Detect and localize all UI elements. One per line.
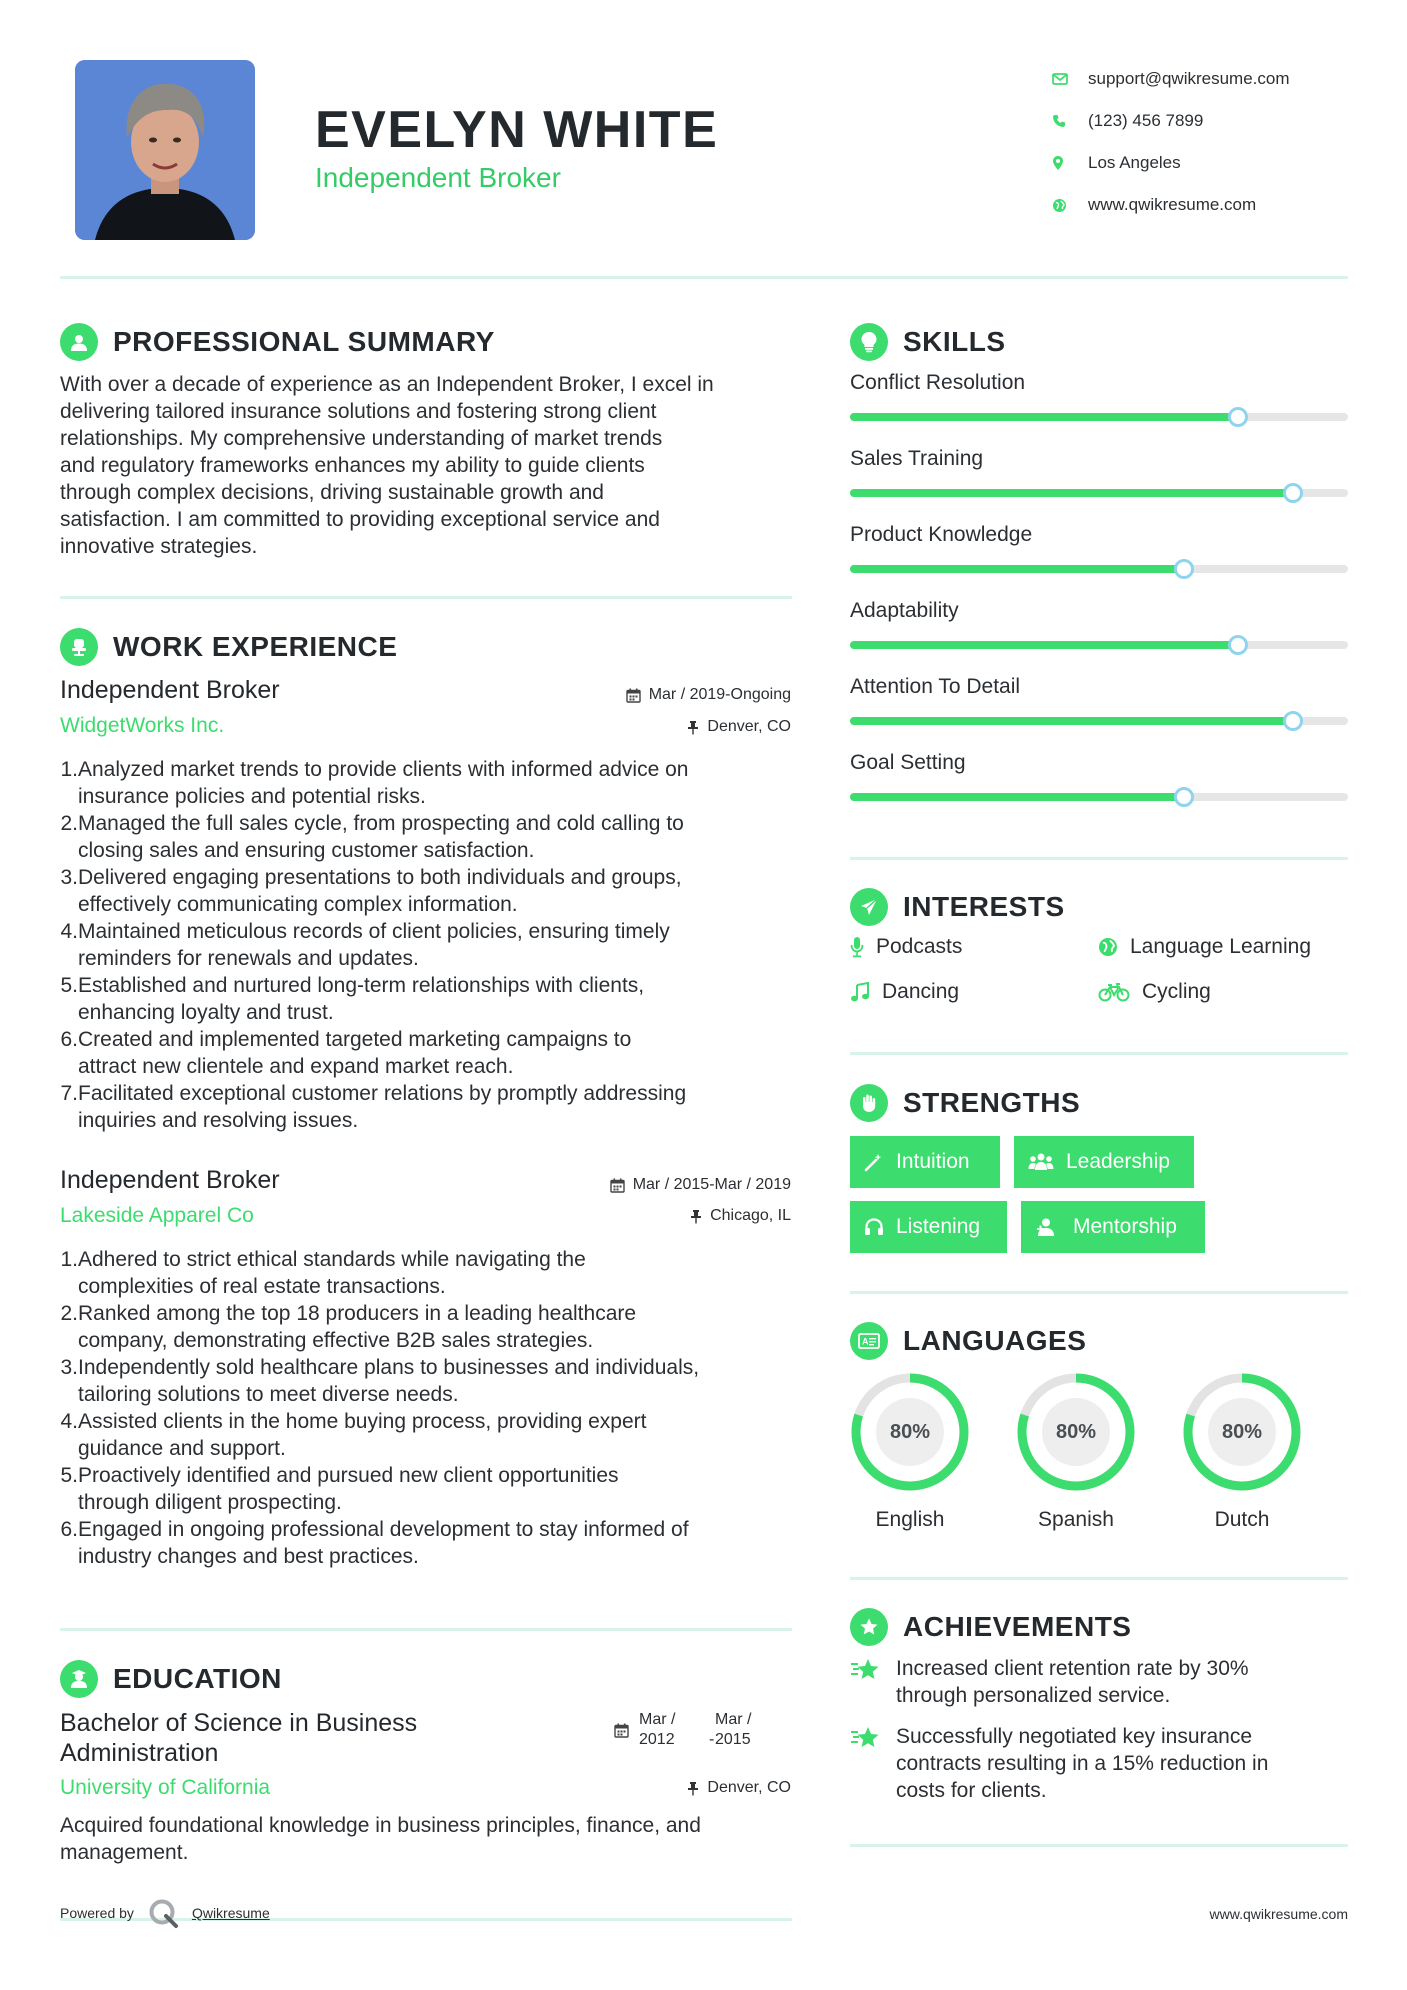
candidate-title: Independent Broker [315, 162, 561, 193]
list-item [60, 972, 798, 1026]
achievement-item [850, 1655, 1340, 1709]
user-icon [60, 323, 98, 361]
job-dates-text: Mar / 2019-Ongoing [648, 686, 791, 703]
job-location-text: Chicago, IL [710, 1207, 791, 1224]
contact-website[interactable] [1050, 184, 1390, 226]
skill-bar-fill [850, 413, 1238, 421]
language-percent: 80% [1055, 1420, 1097, 1443]
strength-tag [1021, 1201, 1205, 1253]
skill-bar-fill [850, 793, 1184, 801]
paper-plane-icon [850, 888, 888, 926]
list-number: 6. [60, 1028, 78, 1051]
education-description [60, 1812, 800, 1866]
svg-text:A: A [862, 1336, 869, 1347]
interest-item [1098, 935, 1311, 959]
education-dates [614, 1710, 751, 1750]
strength-tag [850, 1201, 1007, 1253]
language-name: Dutch [1214, 1508, 1270, 1531]
envelope-icon [1050, 73, 1088, 85]
profile-photo [75, 60, 255, 240]
interest-label: Cycling [1142, 980, 1211, 1003]
edu-end-month: Mar / [715, 1711, 752, 1728]
summary-line: relationships. My comprehensive understanding of market trends [60, 427, 663, 450]
footer-website[interactable]: www.qwikresume.com [1209, 1906, 1348, 1922]
strength-label: Intuition [896, 1150, 970, 1173]
email-text: support@qwikresume.com [1088, 69, 1290, 88]
star-badge-icon [850, 1608, 888, 1646]
achievement-line: Increased client retention rate by 30% [896, 1657, 1249, 1680]
list-text: Established and nurtured long-term relationships with clients, [78, 974, 645, 997]
bicycle-icon [1098, 982, 1130, 1002]
job-title: Independent Broker [60, 676, 280, 704]
list-item [60, 1246, 798, 1300]
microphone-icon [850, 936, 864, 958]
skill-bar-knob [1228, 407, 1248, 427]
summary-text [60, 371, 800, 560]
interests-heading [850, 888, 1065, 926]
list-text: Engaged in ongoing professional development to stay informed of [78, 1518, 689, 1541]
list-text: Managed the full sales cycle, from prospecting and cold calling to [78, 812, 684, 835]
list-number: 6. [60, 1518, 78, 1541]
website-text: www.qwikresume.com [1088, 195, 1257, 214]
list-text: Maintained meticulous records of client policies, ensuring timely [78, 920, 670, 943]
list-text: industry changes and best practices. [78, 1545, 419, 1568]
list-text: Delivered engaging presentations to both individuals and groups, [78, 866, 682, 889]
list-text: closing sales and ensuring customer satisfaction. [78, 839, 535, 862]
skill-label: Product Knowledge [850, 523, 1033, 546]
list-number: 5. [60, 1464, 78, 1487]
education-line: management. [60, 1841, 189, 1864]
contact-block [1050, 58, 1390, 226]
chair-icon [60, 628, 98, 666]
list-number: 3. [60, 1356, 78, 1379]
location-text: Los Angeles [1088, 153, 1181, 172]
language-item [848, 1370, 972, 1532]
languages-title: LANGUAGES [903, 1325, 1087, 1356]
list-text: complexities of real estate transactions. [78, 1275, 446, 1298]
strength-tag [850, 1136, 1000, 1188]
education-location-text: Denver, CO [707, 1779, 791, 1796]
header-divider [60, 276, 1348, 279]
job-dates [610, 1176, 791, 1194]
music-note-icon [850, 982, 870, 1002]
skill-bar-knob [1283, 483, 1303, 503]
list-text: through diligent prospecting. [78, 1491, 342, 1514]
calendar-icon [614, 1723, 629, 1738]
star-icon [850, 1723, 896, 1804]
list-item [60, 1354, 798, 1408]
powered-by-text: Powered by [60, 1905, 134, 1921]
language-name: English [875, 1508, 945, 1531]
footer-powered-by [60, 1898, 270, 1928]
list-text: tailoring solutions to meet diverse needs. [78, 1383, 459, 1406]
interest-item [1098, 980, 1211, 1004]
interest-item [850, 980, 959, 1004]
list-number: 4. [60, 1410, 78, 1433]
interest-label: Language Learning [1130, 935, 1312, 958]
skill-label: Conflict Resolution [850, 371, 1026, 394]
job-dates-text: Mar / 2015-Mar / 2019 [632, 1176, 791, 1193]
list-number: 1. [60, 758, 78, 781]
summary-line: delivering tailored insurance solutions and fostering strong client [60, 400, 657, 423]
language-name: Spanish [1038, 1508, 1114, 1531]
education-location [687, 1779, 791, 1797]
map-pin-icon [1050, 155, 1088, 171]
globe-icon [1098, 937, 1118, 957]
skill-bar-fill [850, 565, 1184, 573]
achievement-line: through personalized service. [896, 1684, 1171, 1707]
achievements-heading [850, 1608, 1131, 1646]
list-number: 5. [60, 974, 78, 997]
skill-bar-fill [850, 641, 1238, 649]
skill-bar-knob [1283, 711, 1303, 731]
list-number: 7. [60, 1082, 78, 1105]
contact-phone[interactable] [1050, 100, 1390, 142]
list-text: Independently sold healthcare plans to businesses and individuals, [78, 1356, 700, 1379]
school-name: University of California [60, 1776, 271, 1799]
skill-label: Goal Setting [850, 751, 966, 774]
achievements-title: ACHIEVEMENTS [903, 1611, 1132, 1642]
skill-bar-track [850, 565, 1348, 573]
strengths-title: STRENGTHS [903, 1087, 1081, 1118]
contact-email[interactable] [1050, 58, 1390, 100]
list-text: Created and implemented targeted marketing campaigns to [78, 1028, 632, 1051]
list-text: reminders for renewals and updates. [78, 947, 419, 970]
strength-label: Mentorship [1073, 1215, 1177, 1238]
job-dates [626, 686, 791, 704]
strength-label: Listening [896, 1215, 981, 1238]
language-item [1014, 1370, 1138, 1532]
education-title: EDUCATION [113, 1663, 282, 1694]
list-text: insurance policies and potential risks. [78, 785, 426, 808]
language-icon [850, 1322, 888, 1360]
list-text: Proactively identified and pursued new client opportunities [78, 1464, 619, 1487]
lightbulb-icon [850, 323, 888, 361]
achievement-line: contracts resulting in a 15% reduction in [896, 1752, 1269, 1775]
strength-label: Leadership [1066, 1150, 1170, 1173]
list-text: inquiries and resolving issues. [78, 1109, 359, 1132]
edu-start-year: 2012 [639, 1731, 675, 1748]
summary-line: satisfaction. I am committed to providing exceptional service and [60, 508, 660, 531]
skill-bar-track [850, 793, 1348, 801]
strength-tag [1014, 1136, 1194, 1188]
section-divider [850, 1577, 1348, 1580]
job-duties-list [60, 756, 798, 1134]
job-location [687, 718, 791, 736]
list-item [60, 1026, 798, 1080]
list-text: Adhered to strict ethical standards while navigating the [78, 1248, 586, 1271]
skills-title: SKILLS [903, 326, 1006, 357]
skill-bar-track [850, 641, 1348, 649]
skill-bar-knob [1174, 559, 1194, 579]
skill-bar-track [850, 413, 1348, 421]
list-item [60, 864, 798, 918]
list-text: effectively communicating complex information. [78, 893, 518, 916]
experience-heading [60, 628, 397, 666]
contact-location [1050, 142, 1390, 184]
list-text: guidance and support. [78, 1437, 286, 1460]
achievement-line: costs for clients. [896, 1779, 1047, 1802]
list-item [60, 756, 798, 810]
list-text: enhancing loyalty and trust. [78, 1001, 334, 1024]
skills-heading [850, 323, 1006, 361]
summary-line: With over a decade of experience as an Independent Broker, I excel in [60, 373, 714, 396]
skill-bar-fill [850, 489, 1293, 497]
job-title: Independent Broker [60, 1166, 280, 1194]
achievement-line: Successfully negotiated key insurance [896, 1725, 1253, 1748]
list-number: 1. [60, 1248, 78, 1271]
globe-icon [1050, 198, 1088, 213]
achievement-item [850, 1723, 1340, 1804]
magic-wand-icon [864, 1152, 884, 1172]
strengths-heading [850, 1084, 1080, 1122]
skill-bar-knob [1174, 787, 1194, 807]
summary-line: innovative strategies. [60, 535, 258, 558]
interest-label: Podcasts [876, 935, 963, 958]
summary-heading [60, 323, 495, 361]
language-item [1180, 1370, 1304, 1532]
education-heading [60, 1660, 282, 1698]
edu-end-year: 2015 [715, 1731, 751, 1748]
job-location-text: Denver, CO [707, 718, 791, 735]
summary-line: through complex decisions, driving sustainable growth and [60, 481, 604, 504]
star-icon [850, 1655, 896, 1709]
interest-item [850, 935, 962, 959]
edu-date-dash: - [709, 1731, 715, 1748]
section-divider [850, 1052, 1348, 1055]
list-text: Ranked among the top 18 producers in a leading healthcare [78, 1302, 637, 1325]
list-text: Analyzed market trends to provide clients with informed advice on [78, 758, 689, 781]
skill-bar-track [850, 717, 1348, 725]
edu-start-month: Mar / [639, 1711, 676, 1728]
job-duties-list [60, 1246, 798, 1570]
graduation-icon [60, 1660, 98, 1698]
hand-icon [850, 1084, 888, 1122]
list-number: 2. [60, 1302, 78, 1325]
list-number: 2. [60, 812, 78, 835]
list-text: attract new clientele and expand market reach. [78, 1055, 514, 1078]
list-number: 3. [60, 866, 78, 889]
skill-bar-fill [850, 717, 1293, 725]
skill-bar-track [850, 489, 1348, 497]
job-company: Lakeside Apparel Co [60, 1204, 254, 1227]
qwikresume-link[interactable]: Qwikresume [191, 1905, 270, 1921]
list-item [60, 1462, 798, 1516]
list-item [60, 1300, 798, 1354]
list-item [60, 810, 798, 864]
education-line: Acquired foundational knowledge in business principles, finance, and [60, 1814, 701, 1837]
candidate-name: EVELYN WHITE [315, 101, 719, 159]
summary-line: and regulatory frameworks enhances my ability to guide clients [60, 454, 645, 477]
job-location [690, 1207, 791, 1225]
calendar-icon [626, 688, 641, 703]
calendar-icon [610, 1178, 625, 1193]
pushpin-icon [687, 1781, 699, 1796]
list-text: Assisted clients in the home buying process, providing expert [78, 1410, 647, 1433]
list-text: company, demonstrating effective B2B sales strategies. [78, 1329, 594, 1352]
list-text: Facilitated exceptional customer relations by promptly addressing [78, 1082, 687, 1105]
list-item [60, 1408, 798, 1462]
experience-title: WORK EXPERIENCE [113, 631, 398, 662]
skill-label: Adaptability [850, 599, 959, 622]
interest-label: Dancing [882, 980, 960, 1003]
language-percent: 80% [1221, 1420, 1263, 1443]
users-icon [1028, 1152, 1054, 1172]
degree-line: Administration [60, 1739, 219, 1767]
degree-title [60, 1708, 417, 1768]
interests-title: INTERESTS [903, 891, 1065, 922]
section-divider [60, 596, 792, 599]
pushpin-icon [690, 1209, 702, 1224]
list-number: 4. [60, 920, 78, 943]
phone-icon [1050, 114, 1088, 128]
user-plus-icon [1035, 1217, 1061, 1237]
list-item [60, 918, 798, 972]
skill-label: Sales Training [850, 447, 984, 470]
list-item [60, 1080, 798, 1134]
languages-heading [850, 1322, 1086, 1360]
section-divider [850, 857, 1348, 860]
summary-title: PROFESSIONAL SUMMARY [113, 326, 495, 357]
degree-line: Bachelor of Science in Business [60, 1709, 418, 1737]
skill-bar-knob [1228, 635, 1248, 655]
list-item [60, 1516, 798, 1570]
headphones-icon [864, 1217, 884, 1237]
section-divider [850, 1291, 1348, 1294]
qwikresume-logo-icon [148, 1898, 180, 1928]
language-percent: 80% [889, 1420, 931, 1443]
section-divider [60, 1628, 792, 1631]
phone-text: (123) 456 7899 [1088, 111, 1204, 130]
pushpin-icon [687, 720, 699, 735]
section-divider [850, 1844, 1348, 1847]
job-company: WidgetWorks Inc. [60, 714, 225, 737]
skill-label: Attention To Detail [850, 675, 1021, 698]
